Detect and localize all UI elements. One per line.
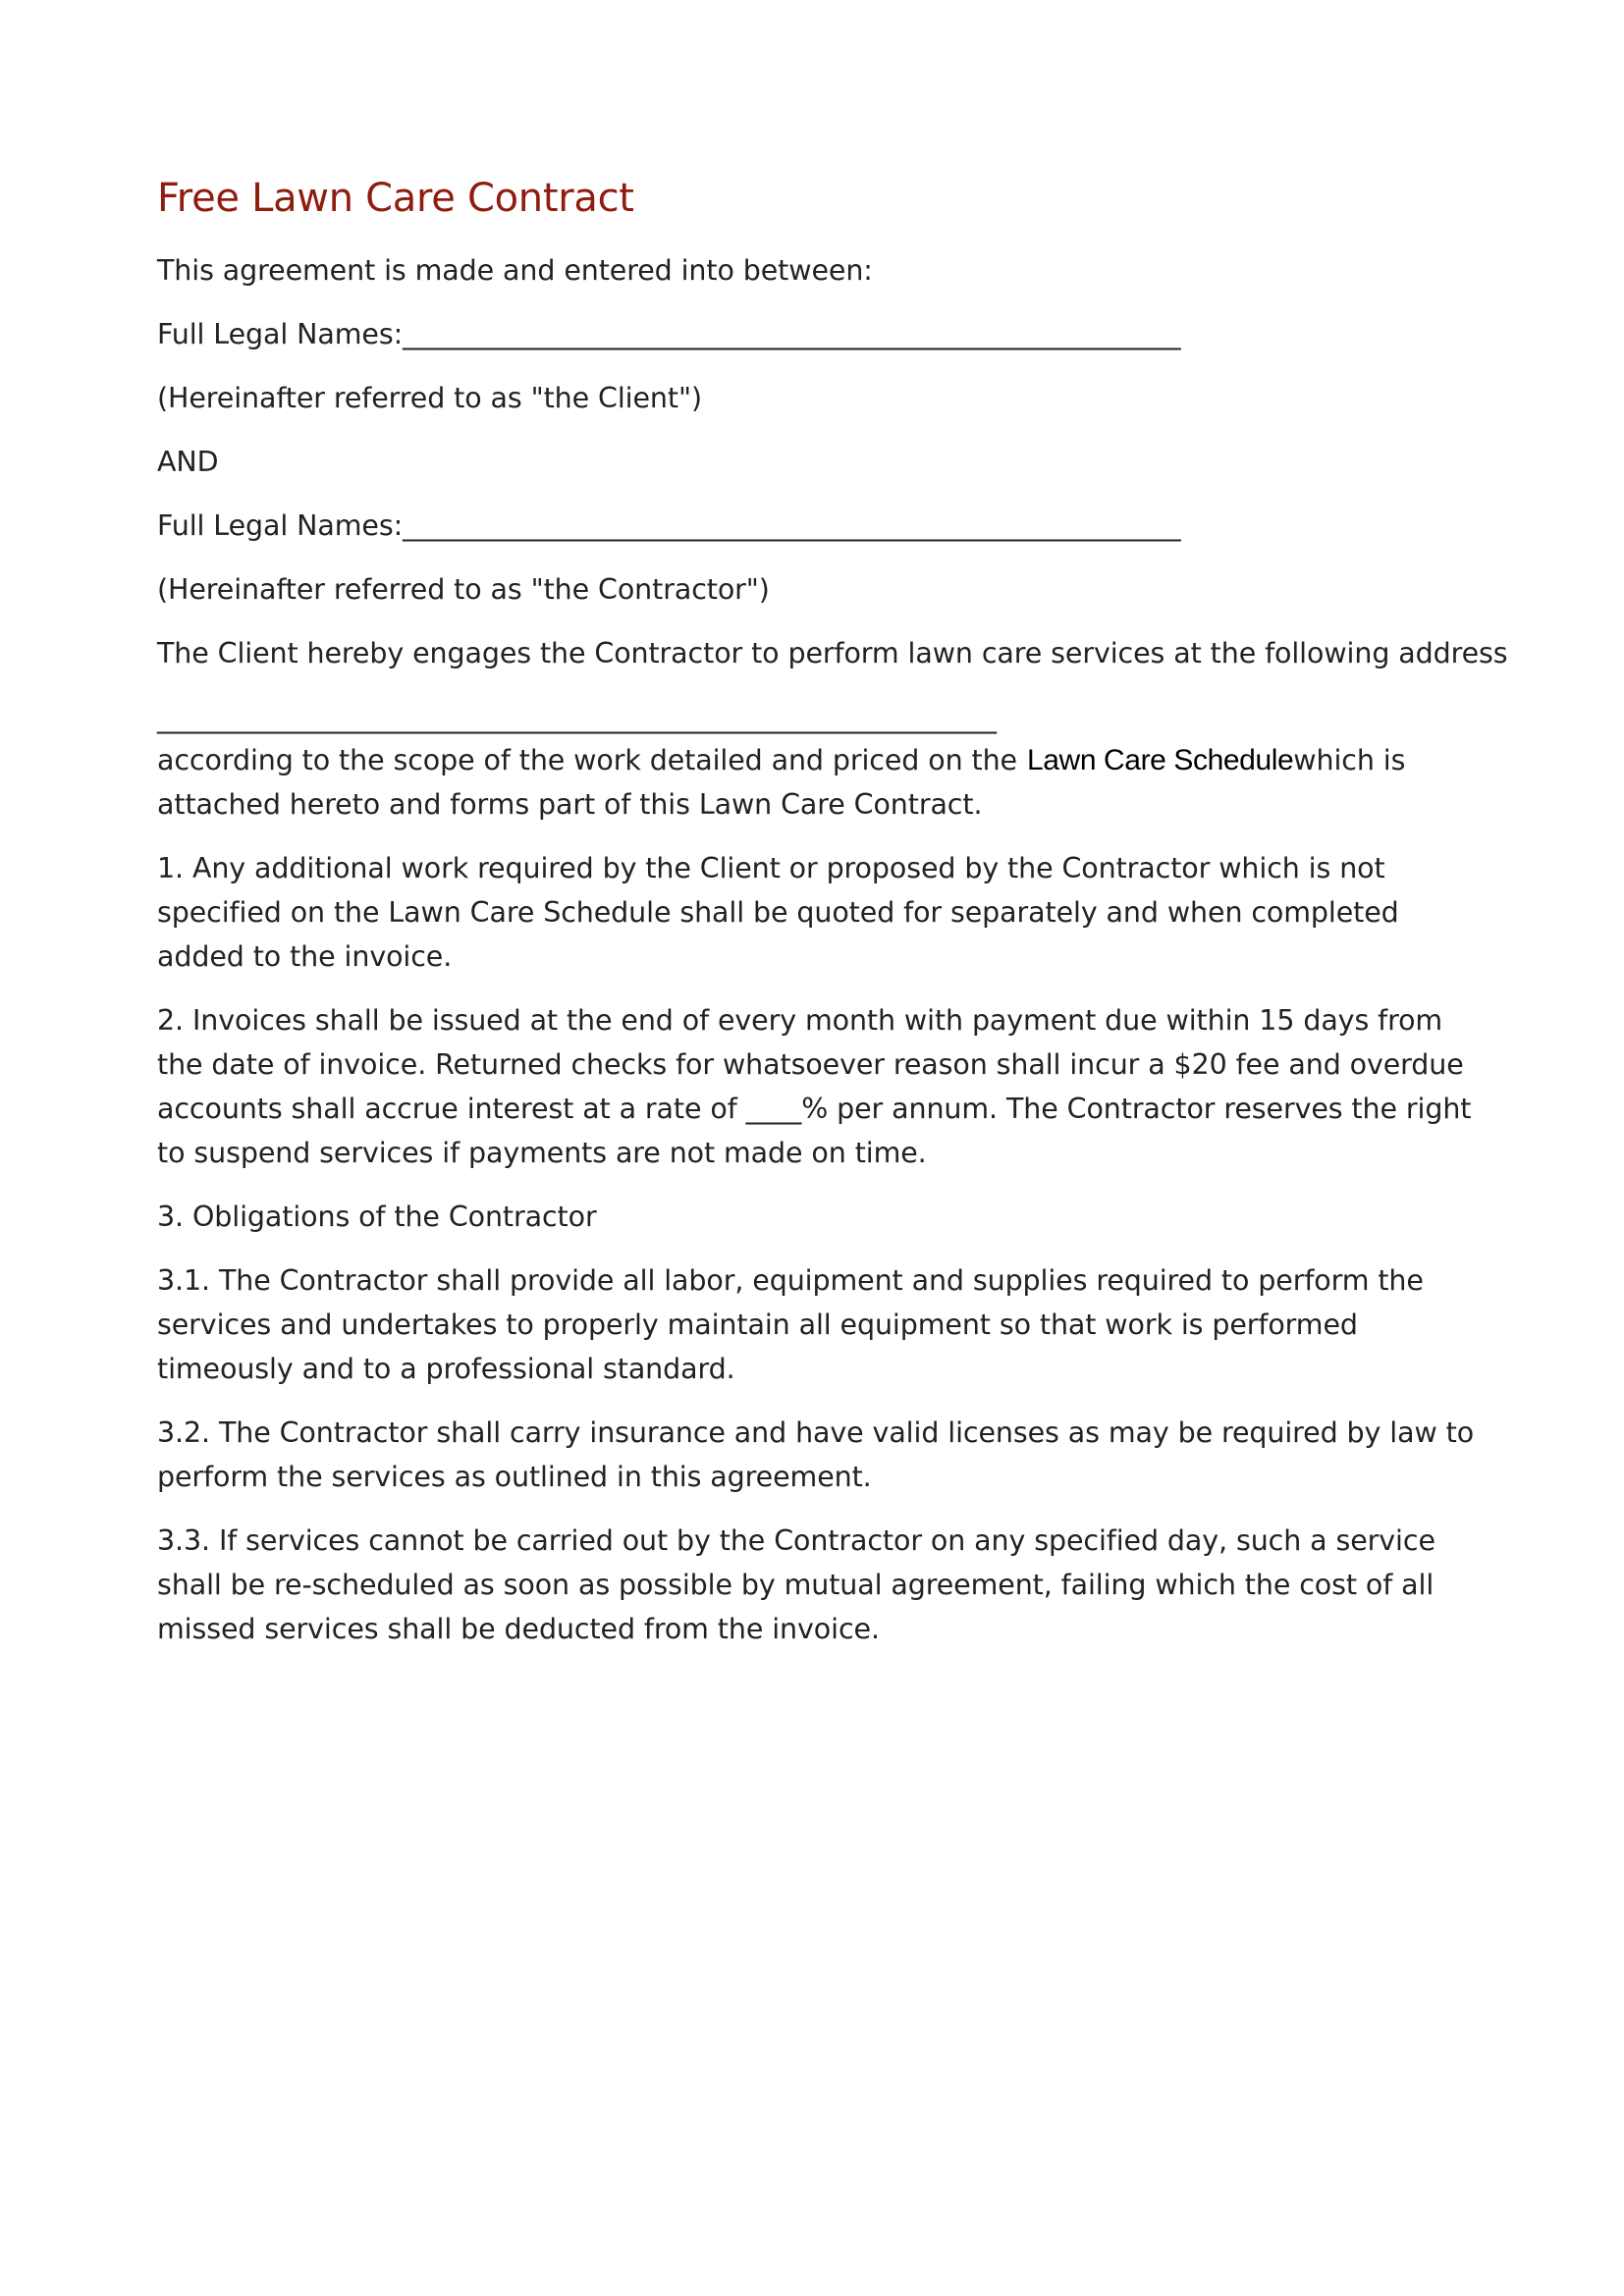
address-blank-line: ____________________________________________________________: [157, 702, 997, 734]
clause-3-1: 3.1. The Contractor shall provide all labor, equipment and supplies required to perform the services and undertakes to properly maintain all equipment so that work is performed timeously and to a professional standard.: [157, 1264, 1424, 1385]
engagement-paragraph: The Client hereby engages the Contractor to perform lawn care services at the following address: [157, 637, 1508, 669]
clause-2: 2. Invoices shall be issued at the end of every month with payment due within 15 days from the date of invoice. Returned checks for whatsoever reason shall incur a $20 fee and overdue accounts shall accrue interest at a rate of ____% per annum. The Contractor reserves the right to suspend services if payments are not made on time.: [157, 1004, 1472, 1169]
lawn-care-schedule-link[interactable]: Lawn Care Schedule: [1026, 744, 1294, 776]
contract-page: [157, 172, 1508, 1671]
client-names-line: Full Legal Names:________________________________________________________: [157, 318, 1181, 350]
scope-text-before: according to the scope of the work detailed and priced on the: [157, 744, 1017, 776]
contractor-reference: (Hereinafter referred to as "the Contractor"): [157, 573, 770, 606]
clause-1: 1. Any additional work required by the Client or proposed by the Contractor which is not specified on the Lawn Care Schedule shall be quoted for separately and when completed added to the invoice.: [157, 852, 1399, 973]
and-separator: AND: [157, 446, 219, 478]
client-reference: (Hereinafter referred to as "the Client"): [157, 382, 702, 414]
clause-3-2: 3.2. The Contractor shall carry insurance and have valid licenses as may be required by law to perform the services as outlined in this agreement.: [157, 1416, 1475, 1493]
scope-paragraph: [157, 738, 1492, 827]
clause-3-3: 3.3. If services cannot be carried out by the Contractor on any specified day, such a service shall be re-scheduled as soon as possible by mutual agreement, failing which the cost of all missed services shall be deducted from the invoice.: [157, 1524, 1435, 1645]
scope-text-after: which is attached hereto and forms part of this Lawn Care Contract.: [157, 744, 1406, 821]
contractor-names-line: Full Legal Names:________________________________________________________: [157, 509, 1181, 542]
clause-3-heading: 3. Obligations of the Contractor: [157, 1201, 597, 1233]
document-title: Free Lawn Care Contract: [157, 176, 634, 221]
intro-paragraph: This agreement is made and entered into between:: [157, 254, 873, 287]
